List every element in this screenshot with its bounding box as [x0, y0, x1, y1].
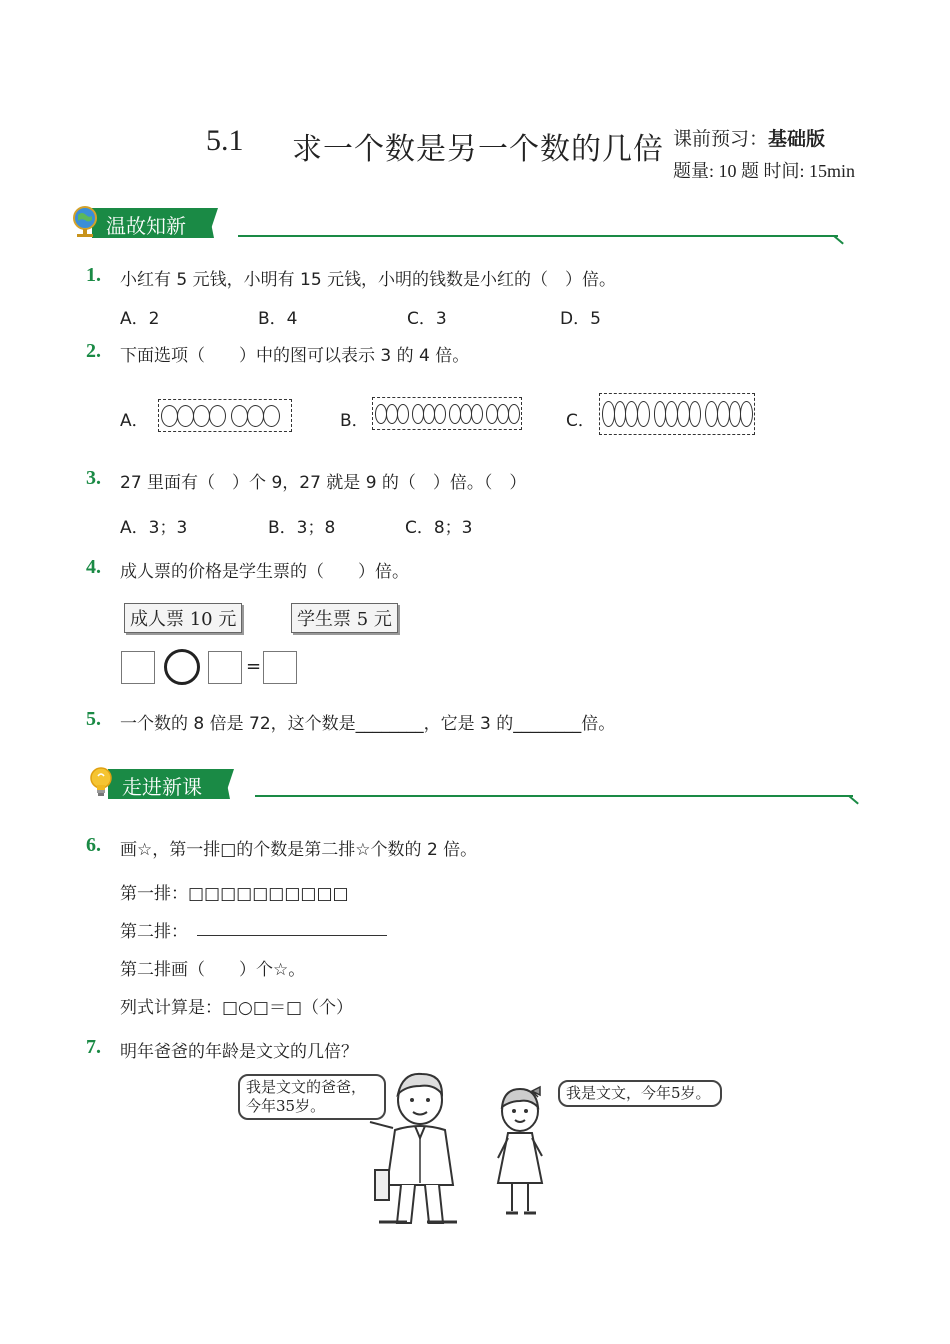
- q3-option-b[interactable]: B．3；8: [268, 518, 336, 538]
- q1-option-b[interactable]: B．4: [258, 309, 298, 329]
- lesson-number: 5.1: [206, 124, 244, 157]
- q2-option-b[interactable]: B．: [340, 411, 369, 431]
- row4-formula: 列式计算是：□○□＝□（个）: [120, 998, 354, 1018]
- globe-icon: [72, 205, 98, 239]
- question-number-3: 3.: [86, 467, 101, 489]
- answer-box-1[interactable]: [121, 651, 155, 684]
- question-number-4: 4.: [86, 556, 101, 578]
- banner-tip: [208, 208, 218, 238]
- oval: [231, 405, 248, 427]
- preview-text: 课前预习：: [673, 128, 769, 150]
- girl-illustration: [488, 1083, 558, 1223]
- q1-option-c[interactable]: C．3: [407, 309, 447, 329]
- equals-sign: =: [246, 656, 262, 677]
- oval: [677, 401, 690, 427]
- section-banner-review: [72, 208, 222, 238]
- oval: [209, 405, 226, 427]
- section-divider-2: [255, 795, 853, 797]
- q1-option-a[interactable]: A．2: [120, 309, 160, 329]
- q2-option-a[interactable]: A．: [120, 411, 149, 431]
- level-text: 基础版: [768, 128, 826, 150]
- oval: [689, 401, 702, 427]
- question-text-3: 27 里面有（ ）个 9，27 就是 9 的（ ）倍。（ ）: [120, 473, 527, 493]
- section-banner-new-lesson: [88, 769, 238, 799]
- oval: [397, 404, 409, 424]
- question-number-5: 5.: [86, 708, 101, 730]
- dad-illustration: [365, 1070, 475, 1230]
- question-text-2: 下面选项（ ）中的图可以表示 3 的 4 倍。: [120, 346, 470, 366]
- row2-blank-line[interactable]: [197, 935, 387, 936]
- girl-speech-bubble: 我是文文，今年5岁。: [558, 1080, 722, 1107]
- q1-option-d[interactable]: D．5: [560, 309, 601, 329]
- question-text-1: 小红有 5 元钱，小明有 15 元钱，小明的钱数是小红的（ ）倍。: [120, 270, 617, 290]
- adult-ticket: 成人票 10 元: [124, 603, 242, 633]
- oval: [161, 405, 178, 427]
- lightbulb-icon: [88, 766, 114, 800]
- question-number-6: 6.: [86, 834, 101, 856]
- row3-text: 第二排画（ ）个☆。: [120, 960, 306, 980]
- oval: [486, 404, 498, 424]
- oval: [471, 404, 483, 424]
- dad-line-2: 今年35岁。: [246, 1097, 326, 1115]
- q3-option-a[interactable]: A．3；3: [120, 518, 188, 538]
- oval: [434, 404, 446, 424]
- oval: [717, 401, 730, 427]
- oval: [193, 405, 210, 427]
- oval: [740, 401, 753, 427]
- dad-line-1: 我是文文的爸爸，: [246, 1078, 367, 1096]
- page-title: 求一个数是另一个数的几倍: [292, 132, 664, 167]
- question-text-4: 成人票的价格是学生票的（ ）倍。: [120, 562, 409, 582]
- q2-figure-b[interactable]: [372, 397, 522, 430]
- oval: [508, 404, 520, 424]
- oval: [263, 405, 280, 427]
- row2-label: 第二排：: [120, 922, 188, 942]
- q3-option-c[interactable]: C．8；3: [405, 518, 473, 538]
- question-number-1: 1.: [86, 264, 101, 286]
- question-number-7: 7.: [86, 1036, 101, 1058]
- question-text-5: 一个数的 8 倍是 72，这个数是________，它是 3 的________倍。: [120, 714, 616, 734]
- quiz-meta: 题量: 10 题 时间: 15min: [673, 161, 856, 181]
- banner-tip: [224, 769, 234, 799]
- operator-circle[interactable]: [164, 649, 200, 685]
- dad-speech-bubble: [238, 1074, 386, 1120]
- question-text-7: 明年爸爸的年龄是文文的几倍？: [120, 1042, 358, 1062]
- section-title-new-lesson: 走进新课: [122, 775, 202, 799]
- oval: [602, 401, 615, 427]
- section-title-review: 温故知新: [106, 214, 186, 238]
- preview-label: [673, 124, 825, 151]
- row1-squares: 第一排：□□□□□□□□□□: [120, 884, 349, 904]
- q2-figure-c[interactable]: [599, 393, 755, 435]
- q2-option-c[interactable]: C．: [566, 411, 595, 431]
- q2-figure-a[interactable]: [158, 399, 292, 432]
- question-number-2: 2.: [86, 340, 101, 362]
- oval: [177, 405, 194, 427]
- section-divider-1: [238, 235, 838, 237]
- question-text-6: 画☆，第一排□的个数是第二排☆个数的 2 倍。: [120, 840, 478, 860]
- answer-box-3[interactable]: [263, 651, 297, 684]
- answer-box-2[interactable]: [208, 651, 242, 684]
- oval: [247, 405, 264, 427]
- student-ticket: 学生票 5 元: [291, 603, 398, 633]
- oval: [637, 401, 650, 427]
